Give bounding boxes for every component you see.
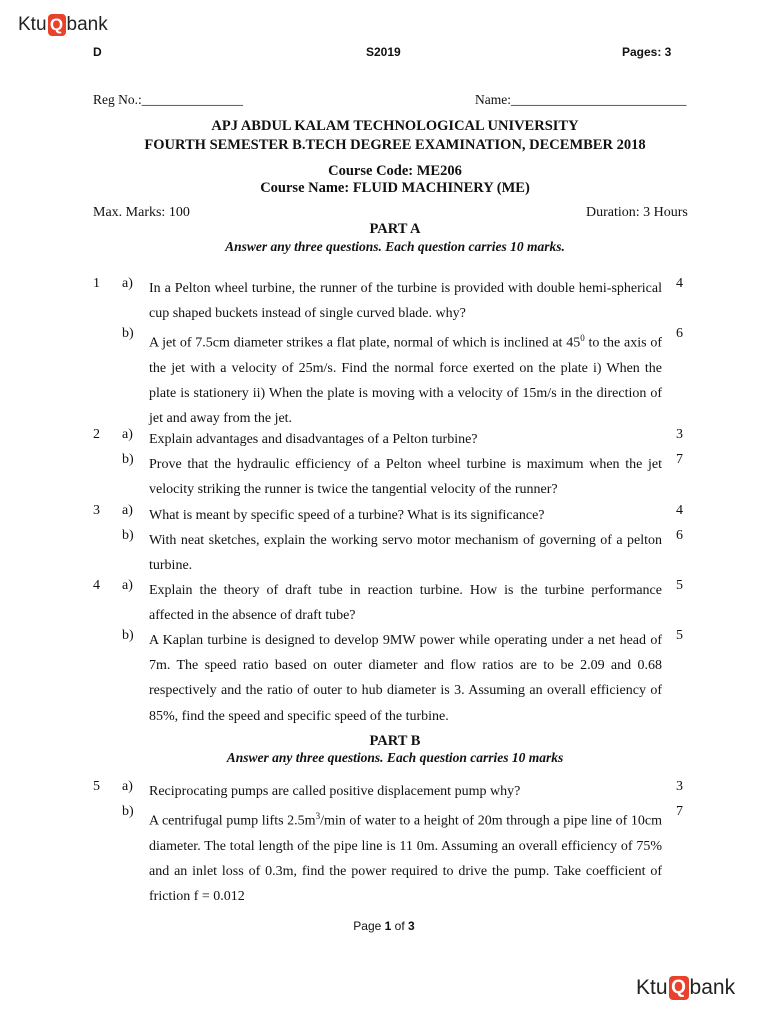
sub-label: a): [122, 276, 133, 291]
paper-code: D: [93, 45, 102, 59]
marks: 3: [676, 779, 683, 794]
exam-title: FOURTH SEMESTER B.TECH DEGREE EXAMINATION, DECEMBER 2018: [144, 137, 646, 153]
sub-label: b): [122, 326, 134, 341]
question-text: What is meant by specific speed of a turbine? What is its significance?: [149, 508, 545, 523]
question-text: Explain advantages and disadvantages of a Pelton turbine?: [149, 432, 478, 447]
course-name: Course Name: FLUID MACHINERY (ME): [260, 180, 530, 196]
part-b-title: PART B: [369, 733, 421, 749]
question-text: Reciprocating pumps are called positive displacement pump why?: [149, 784, 521, 799]
marks: 7: [676, 804, 683, 819]
marks: 5: [676, 628, 683, 643]
question-number: 3: [93, 503, 100, 518]
part-a-title: PART A: [369, 221, 421, 237]
logo-q-icon: Q: [48, 14, 66, 36]
question-text: With neat sketches, explain the working servo motor mechanism of governing of a pelton turbine.: [149, 533, 662, 574]
question-number: 1: [93, 276, 100, 291]
logo-text-suffix: bank: [66, 14, 108, 35]
marks: 6: [676, 326, 683, 341]
marks: 7: [676, 452, 683, 467]
question-number: 5: [93, 779, 100, 794]
ktuqbank-logo-bottom: [636, 976, 735, 1000]
marks: 3: [676, 427, 683, 442]
marks: 6: [676, 528, 683, 543]
question-text: A jet of 7.5cm diameter strikes a flat plate, normal of which is inclined at $45^0$ to the axis of the jet with a velocity of 25m/s. Find the normal force exerted on the plate i) When the plate is stationery ii) When the plate is moving with a velocity of 15m/s in the direction of jet and away from the jet.: [149, 333, 662, 427]
marks: 4: [676, 276, 683, 291]
question-text: A centrifugal pump lifts $2.5m^3/\min$ of water to a height of 20m through a pipe line of 10cm diameter. The total length of the pipe line is 11 0m. Assuming an overall efficiency of 75% and an inlet loss of 0.3m, find the power required to drive the pump. Take coefficient of friction f = 0.012: [149, 811, 663, 905]
sub-label: a): [122, 503, 133, 518]
logo-text-prefix: Ktu: [636, 976, 668, 999]
question-number: 4: [93, 578, 100, 593]
sub-label: b): [122, 628, 134, 643]
marks: 5: [676, 578, 683, 593]
sub-label: a): [122, 578, 133, 593]
max-marks: Max. Marks: 100: [93, 205, 190, 220]
question-text: In a Pelton wheel turbine, the runner of the turbine is provided with double hemi-spherical cup shaped buckets instead of single curved blade. why?: [149, 281, 662, 322]
logo-text-prefix: Ktu: [18, 14, 47, 35]
part-a-instruction: Answer any three questions. Each question carries 10 marks.: [225, 239, 565, 254]
sub-label: b): [122, 452, 134, 467]
logo-q-icon: Q: [669, 976, 689, 1000]
duration: Duration: 3 Hours: [586, 205, 688, 220]
course-code: Course Code: ME206: [328, 163, 462, 179]
sub-label: b): [122, 804, 134, 819]
sub-label: b): [122, 528, 134, 543]
page-count: Pages: 3: [622, 45, 672, 59]
ktuqbank-logo-top: [18, 14, 108, 36]
marks: 4: [676, 503, 683, 518]
page-footer: Page 1 of 3: [353, 919, 415, 933]
scheme: S2019: [366, 45, 401, 59]
logo-text-suffix: bank: [689, 976, 736, 999]
question-number: 2: [93, 427, 100, 442]
university-title: APJ ABDUL KALAM TECHNOLOGICAL UNIVERSITY: [211, 118, 579, 134]
part-b-instruction: Answer any three questions. Each question carries 10 marks: [226, 750, 564, 765]
name-field: Name:__________________________: [475, 92, 687, 107]
question-text: Explain the theory of draft tube in reaction turbine. How is the turbine performance affected in the absence of draft tube?: [149, 583, 662, 624]
sub-label: a): [122, 427, 133, 442]
question-text: Prove that the hydraulic efficiency of a Pelton wheel turbine is maximum when the jet velocity striking the runner is twice the tangential velocity of the runner?: [149, 457, 662, 498]
reg-no-field: Reg No.:_______________: [93, 92, 243, 107]
sub-label: a): [122, 779, 133, 794]
question-text: A Kaplan turbine is designed to develop 9MW power while operating under a net head of 7m. The speed ratio based on outer diameter and flow ratios are to be 2.09 and 0.68 respectively and the ratio of outer to hub diameter is 3. Assuming an overall efficiency of 85%, find the speed and specific speed of the turbine.: [149, 633, 662, 724]
